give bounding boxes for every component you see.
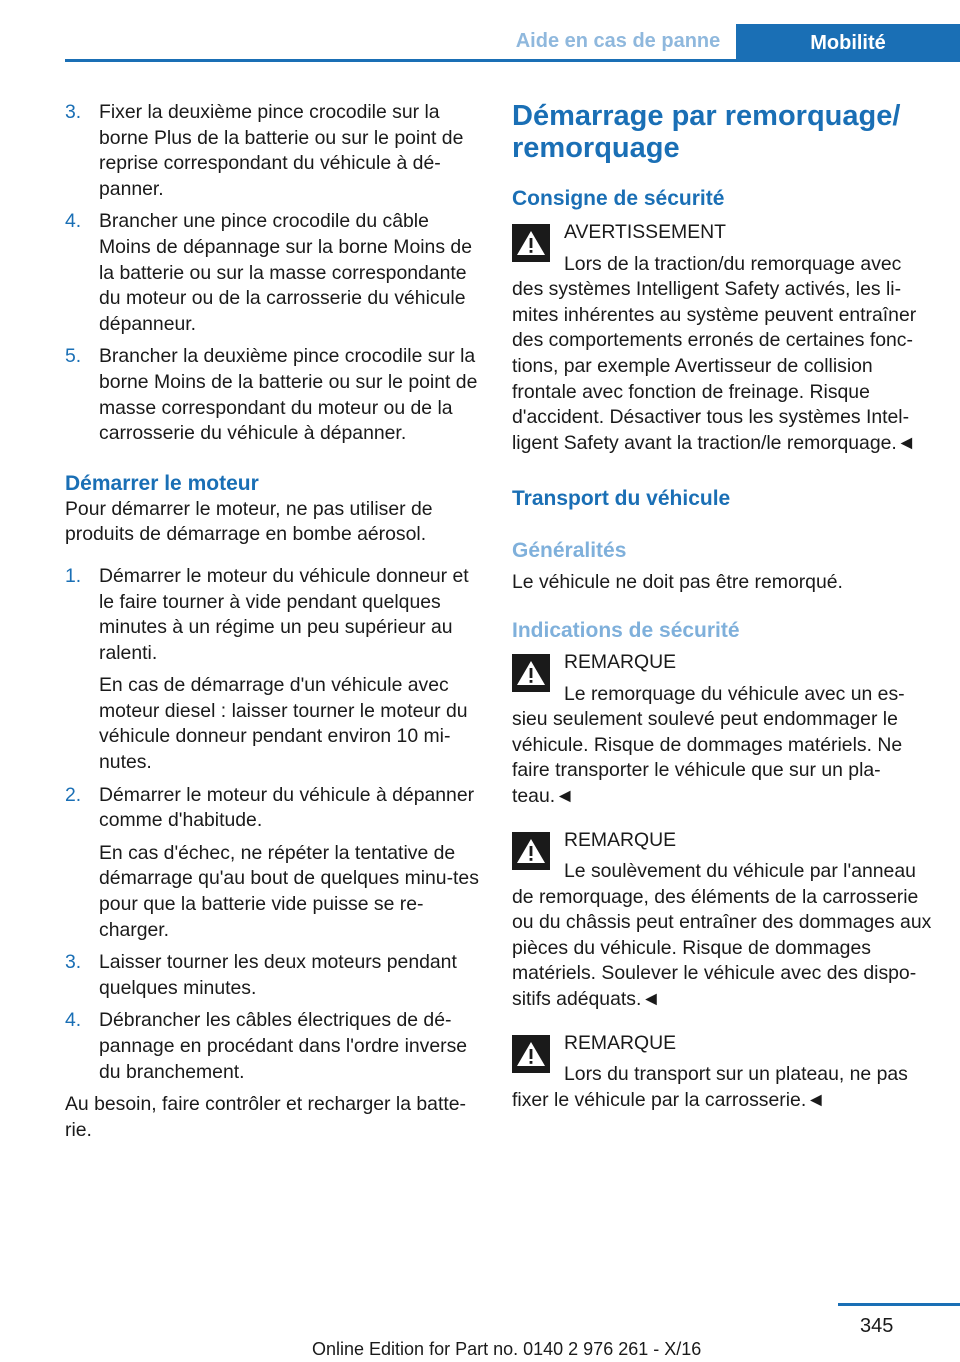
right-column: [512, 100, 932, 1119]
step-text: Brancher une pince crocodile du câble Moins de dépannage sur la borne Moins de la batterie ou sur la masse correspondante du moteur ou de la carrosserie du véhicule dépanneur.: [99, 210, 472, 335]
step-number: 3.: [65, 101, 82, 123]
warning-label: AVERTISSEMENT: [564, 221, 726, 243]
remark-label: REMARQUE: [564, 828, 677, 851]
page-footer: [0, 1303, 960, 1362]
section-heading: Transport du véhicule: [512, 487, 731, 511]
warning-text-first-line: Lors de la traction/du remorquage avec: [564, 252, 902, 275]
list-item: [65, 209, 485, 337]
step-text: Brancher la deuxième pince crocodile sur la borne Moins de la batterie ou sur le point de masse correspondant du moteur ou de la carrosserie du véhicule à dépanner.: [99, 345, 478, 445]
remark-text: sieu seulement soulevé peut endommager le véhicule. Risque de dommages matériels. Ne faire transporter le véhicule que sur un pla-teau.◄: [512, 708, 903, 807]
subsection-heading: Généralités: [512, 539, 627, 563]
edition-note: Online Edition for Part no. 0140 2 976 261 - X/16: [312, 1339, 702, 1359]
warning-triangle-icon: [512, 224, 550, 262]
left-column: [65, 100, 485, 1150]
step-number: 2.: [65, 783, 82, 806]
step-number: 1.: [65, 564, 82, 587]
warning-triangle-icon: [512, 832, 550, 870]
section-tab-aide: Aide en cas de panne: [515, 30, 721, 52]
step-text: Fixer la deuxième pince crocodile sur la borne Plus de la batterie ou sur le point de reprise correspondant du véhicule à dé-panner.: [99, 101, 464, 200]
step-text: Laisser tourner les deux moteurs pendant quelques minutes.: [99, 951, 457, 999]
list-item: [65, 783, 485, 944]
step-text: Démarrer le moteur du véhicule donneur et le faire tourner à vide pendant quelques minutes à un régime un peu supérieur au ralenti.: [99, 564, 469, 664]
warning-text: des systèmes Intelligent Safety activés, les li-mites inhérentes au système peuvent entraîner des comportements erronés de certaines fonc-tions, par exemple Avertisseur de collision frontale avec fonction de freinage. Risque d'accident. Désactiver tous les systèmes Intel-ligent Safety avant la traction/le remorquage.◄: [512, 278, 917, 454]
remark-text-first-line: Lors du transport sur un plateau, ne pas: [564, 1063, 908, 1086]
warning-block: [512, 220, 932, 456]
step-note: En cas de démarrage d'un véhicule avec moteur diesel : laisser tourner le moteur du véhicule donneur pendant environ 10 mi-nutes.: [99, 674, 468, 774]
subsection-heading: Indications de sécurité: [512, 618, 740, 642]
remark-text: de remorquage, des éléments de la carrosserie ou du châssis peut entraîner des dommages aux pièces du véhicule. Risque de dommages matériels. Soulever le véhicule avec des dispo-sitifs adéquats.◄: [512, 885, 932, 1011]
remark-label: REMARQUE: [564, 1031, 677, 1054]
step-number: 3.: [65, 951, 82, 974]
intro-paragraph: Pour démarrer le moteur, ne pas utiliser de produits de démarrage en bombe aérosol.: [65, 497, 433, 546]
header-rule: [65, 59, 960, 62]
remark-block: [512, 650, 932, 810]
remark-text: fixer le véhicule par la carrosserie.◄: [512, 1088, 826, 1111]
step-number: 5.: [65, 345, 82, 368]
page-title: Démarrage par remorquage/ remorquage: [512, 100, 901, 164]
remark-label: REMARQUE: [564, 650, 677, 673]
page-number: 345: [860, 1315, 894, 1337]
remark-block: [512, 828, 932, 1013]
remark-block: [512, 1031, 932, 1114]
section-heading: Démarrer le moteur: [65, 471, 259, 495]
section-heading: Consigne de sécurité: [512, 187, 725, 210]
list-item: [65, 1008, 485, 1085]
list-item: [65, 950, 485, 1001]
step-text: Démarrer le moteur du véhicule à dépanner comme d'habitude.: [99, 783, 475, 832]
remark-text-first-line: Le soulèvement du véhicule par l'anneau: [564, 860, 916, 883]
step-text: Débrancher les câbles électriques de dé-pannage en procédant dans l'ordre inverse du branchement.: [99, 1009, 468, 1083]
general-paragraph: Le véhicule ne doit pas être remorqué.: [512, 571, 843, 594]
outro-paragraph: Au besoin, faire contrôler et recharger la batte-rie.: [65, 1093, 466, 1141]
footer-rule: [838, 1303, 960, 1306]
step-number: 4.: [65, 1009, 82, 1032]
step-number: 4.: [65, 210, 82, 233]
warning-triangle-icon: [512, 654, 550, 692]
remark-text-first-line: Le remorquage du véhicule avec un es-: [564, 682, 905, 705]
section-tab-mobilite: Mobilité: [736, 24, 960, 62]
list-item: [65, 100, 485, 202]
list-item: [65, 344, 485, 446]
step-note: En cas d'échec, ne répéter la tentative de démarrage qu'au bout de quelques minu-tes pour que la batterie vide puisse se re-charger.: [99, 841, 479, 941]
page-header: [0, 0, 960, 62]
list-item: [65, 564, 485, 776]
warning-triangle-icon: [512, 1035, 550, 1073]
